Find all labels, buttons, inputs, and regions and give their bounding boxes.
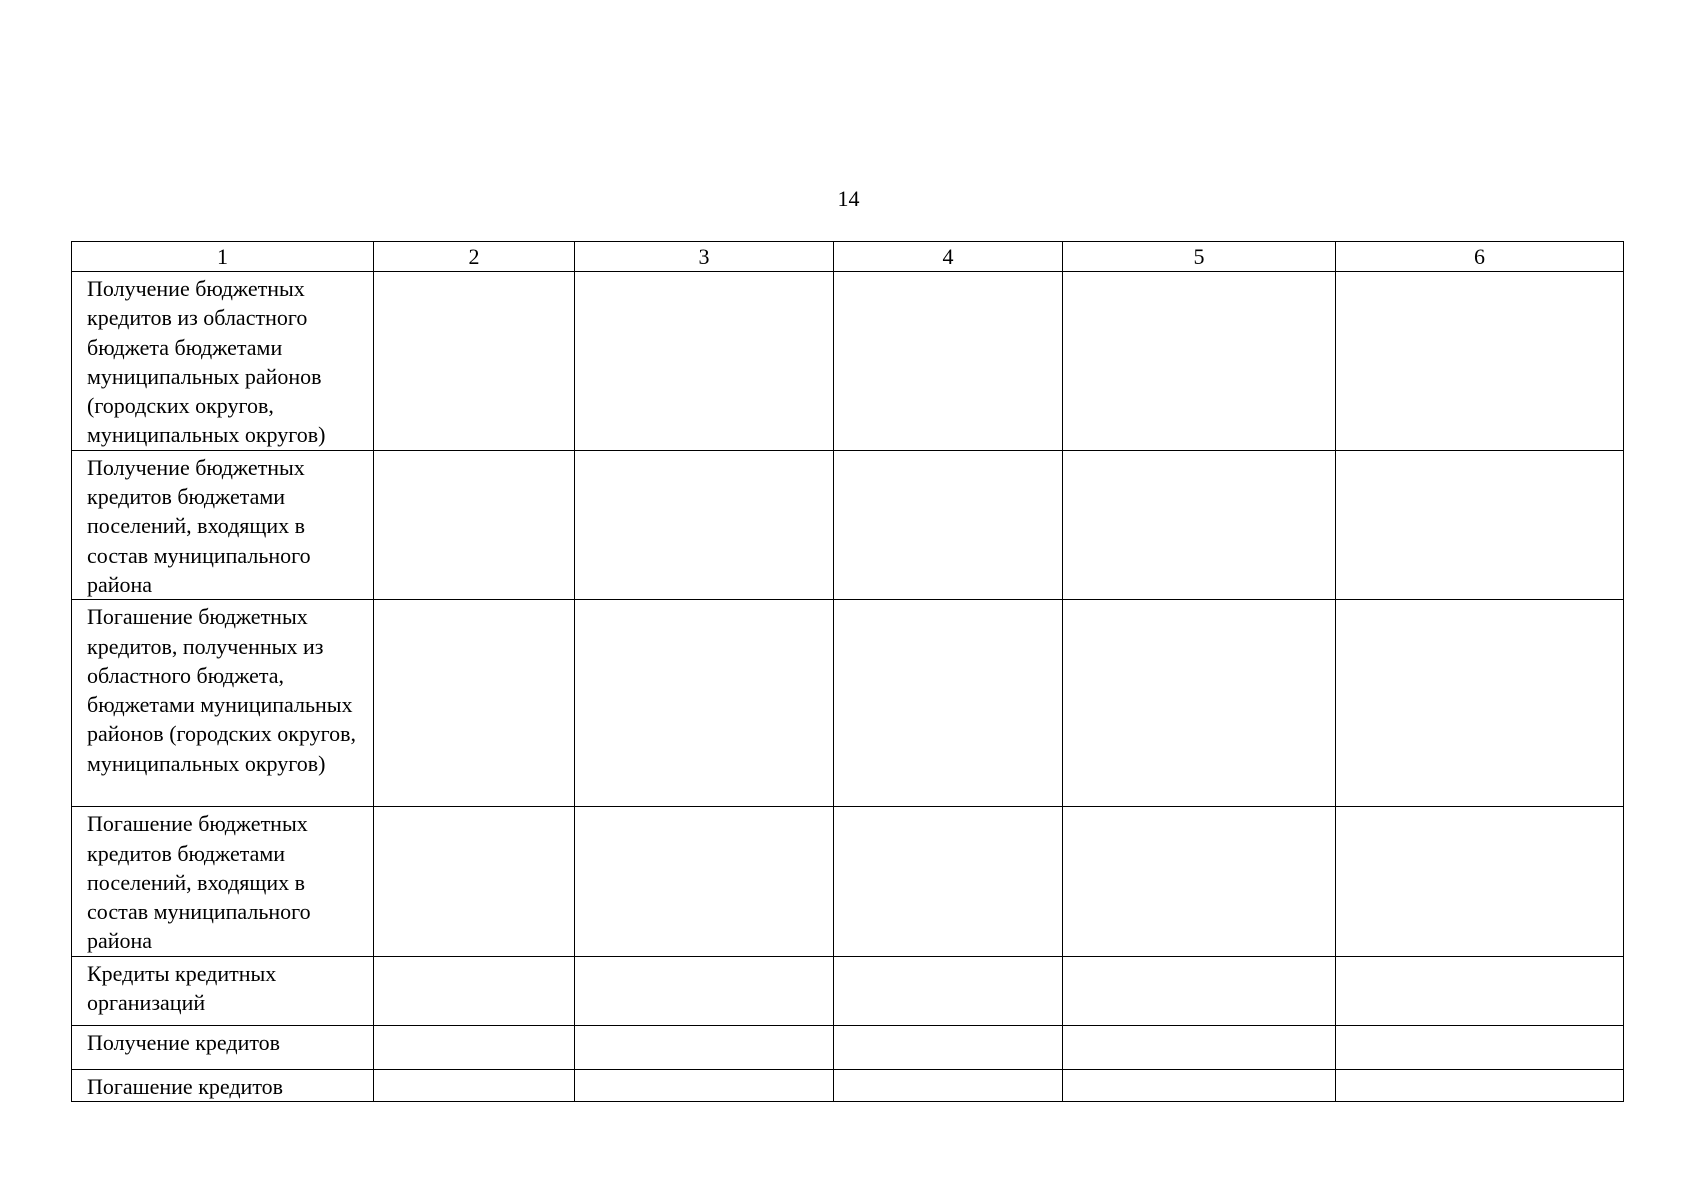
- table-cell: [1063, 272, 1336, 451]
- table-cell: [1063, 450, 1336, 599]
- column-header-4: 4: [834, 242, 1063, 272]
- table-cell: [1063, 600, 1336, 807]
- table-row: [72, 807, 1624, 956]
- row-label: Получение бюджетных кредитов бюджетами поселений, входящих в состав муниципального района: [72, 450, 374, 599]
- table-cell: [1336, 1069, 1624, 1101]
- table-cell: [374, 1069, 575, 1101]
- column-header-5: 5: [1063, 242, 1336, 272]
- table-row: [72, 1069, 1624, 1101]
- table-row: [72, 450, 1624, 599]
- table-cell: [374, 600, 575, 807]
- table-row: [72, 600, 1624, 807]
- table-cell: [1336, 600, 1624, 807]
- table-cell: [374, 956, 575, 1025]
- table-cell: [834, 450, 1063, 599]
- table-cell: [575, 1069, 834, 1101]
- table-cell: [575, 450, 834, 599]
- column-header-6: 6: [1336, 242, 1624, 272]
- table-cell: [1336, 1025, 1624, 1069]
- table-cell: [834, 1069, 1063, 1101]
- table-cell: [374, 1025, 575, 1069]
- table-cell: [1063, 1025, 1336, 1069]
- table-cell: [374, 272, 575, 451]
- table-cell: [575, 600, 834, 807]
- table-header-row: [72, 242, 1624, 272]
- table-cell: [374, 450, 575, 599]
- table-cell: [374, 807, 575, 956]
- table-cell: [834, 1025, 1063, 1069]
- table-cell: [1336, 807, 1624, 956]
- table-cell: [834, 956, 1063, 1025]
- table-row: [72, 1025, 1624, 1069]
- table-cell: [1063, 1069, 1336, 1101]
- page-number: 14: [837, 186, 860, 211]
- row-label: Кредиты кредитных организаций: [72, 956, 374, 1025]
- table-cell: [834, 272, 1063, 451]
- budget-credits-table: [71, 241, 1624, 1102]
- column-header-3: 3: [575, 242, 834, 272]
- table-row: [72, 956, 1624, 1025]
- table-cell: [1063, 807, 1336, 956]
- table-cell: [834, 807, 1063, 956]
- table-cell: [1063, 956, 1336, 1025]
- table-cell: [575, 956, 834, 1025]
- column-header-2: 2: [374, 242, 575, 272]
- table-cell: [1336, 956, 1624, 1025]
- table-row: [72, 272, 1624, 451]
- table-cell: [1336, 450, 1624, 599]
- table-cell: [575, 272, 834, 451]
- row-label: Погашение кредитов: [72, 1069, 374, 1101]
- table-cell: [575, 1025, 834, 1069]
- table-cell: [575, 807, 834, 956]
- row-label: Погашение бюджетных кредитов бюджетами поселений, входящих в состав муниципального района: [72, 807, 374, 956]
- row-label: Получение кредитов: [72, 1025, 374, 1069]
- column-header-1: 1: [72, 242, 374, 272]
- row-label: Погашение бюджетных кредитов, полученных из областного бюджета, бюджетами муниципальных районов (городских округов, муниципальных округов): [72, 600, 374, 807]
- table-cell: [1336, 272, 1624, 451]
- table-cell: [834, 600, 1063, 807]
- row-label: Получение бюджетных кредитов из областного бюджета бюджетами муниципальных районов (городских округов, муниципальных округов): [72, 272, 374, 451]
